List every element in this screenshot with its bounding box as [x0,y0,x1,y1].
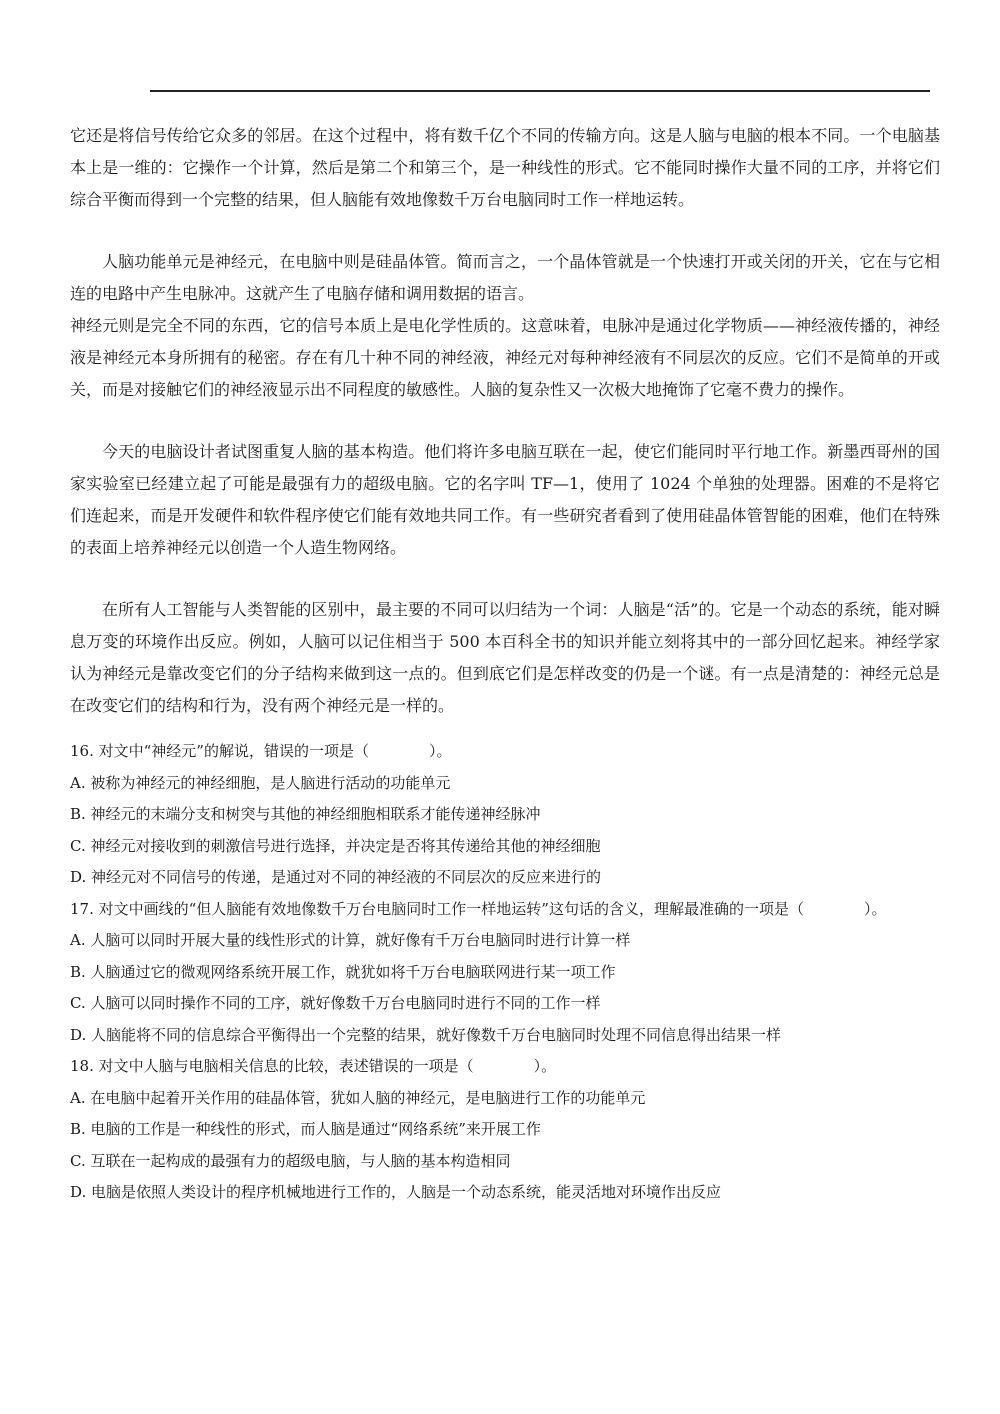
question-17-option-a: A. 人脑可以同时开展大量的线性形式的计算，就好像有千万台电脑同时进行计算一样 [70,931,631,949]
question-17-option-c: C. 人脑可以同时操作不同的工序，就好像数千万台电脑同时进行不同的工作一样 [70,994,601,1012]
question-17-stem: 17. 对文中画线的“但人脑能有效地像数千万台电脑同时工作一样地运转”这句话的含义，理解最准确的一项是（ ）。 [70,899,887,918]
question-18 [70,1051,940,1209]
passage-paragraph-2: 人脑功能单元是神经元，在电脑中则是硅晶体管。简而言之，一个晶体管就是一个快速打开或关闭的开关，它在与它相连的电路中产生电脉冲。这就产生了电脑存储和调用数据的语言。 [70,252,940,303]
passage-paragraph-3: 神经元则是完全不同的东西，它的信号本质上是电化学性质的。这意味着，电脉冲是通过化学物质——神经液传播的，神经液是神经元本身所拥有的秘密。存在有几十种不同的神经液，神经元对每种神经液有不同层次的反应。它们不是简单的开或关，而是对接触它们的神经液显示出不同程度的敏感性。人脑的复杂性又一次极大地掩饰了它毫不费力的操作。 [70,316,940,399]
question-18-option-d: D. 电脑是依照人类设计的程序机械地进行工作的，人脑是一个动态系统，能灵活地对环境作出反应 [70,1183,722,1201]
question-16 [70,736,940,894]
question-16-option-a: A. 被称为神经元的神经细胞，是人脑进行活动的功能单元 [70,773,451,792]
question-18-option-a: A. 在电脑中起着开关作用的硅晶体管，犹如人脑的神经元，是电脑进行工作的功能单元 [70,1088,646,1107]
question-16-option-b: B. 神经元的末端分支和树突与其他的神经细胞相联系才能传递神经脉冲 [70,805,541,823]
question-18-option-b: B. 电脑的工作是一种线性的形式，而人脑是通过“网络系统”来开展工作 [70,1120,541,1138]
question-18-option-c: C. 互联在一起构成的最强有力的超级电脑，与人脑的基本构造相同 [70,1151,511,1170]
passage-paragraph-4: 今天的电脑设计者试图重复人脑的基本构造。他们将许多电脑互联在一起，使它们能同时平行地工作。新墨西哥州的国家实验室已经建立起了可能是最强有力的超级电脑。它的名字叫 TF—1，使用了 1024 个单独的处理器。困难的不是将它们连起来，而是开发硬件和软件程序使它们能有效地共同工作。有一些研究者看到了使用硅晶体管智能的困难，他们在特殊的表面上培养神经元以创造一个人造生物网络。 [70,442,940,557]
question-17 [70,894,940,1052]
question-18-stem: 18. 对文中人脑与电脑相关信息的比较，表述错误的一项是（ ）。 [70,1057,557,1075]
question-16-option-c: C. 神经元对接收到的刺激信号进行选择，并决定是否将其传递给其他的神经细胞 [70,836,601,855]
page-content [70,120,940,1209]
header-rule [150,90,930,92]
question-16-stem: 16. 对文中“神经元”的解说，错误的一项是（ ）。 [70,742,452,760]
question-list [70,736,940,1209]
passage-paragraph-5: 在所有人工智能与人类智能的区别中，最主要的不同可以归结为一个词：人脑是“活”的。它是一个动态的系统，能对瞬息万变的环境作出反应。例如，人脑可以记住相当于 500 本百科全书的知识并能立刻将其中的一部分回忆起来。神经学家认为神经元是靠改变它们的分子结构来做到这一点的。但到底它们是怎样改变的仍是一个谜。有一点是清楚的：神经元总是在改变它们的结构和行为，没有两个神经元是一样的。 [70,600,940,715]
question-17-option-d: D. 人脑能将不同的信息综合平衡得出一个完整的结果，就好像数千万台电脑同时处理不同信息得出结果一样 [70,1025,782,1044]
question-16-option-d: D. 神经元对不同信号的传递，是通过对不同的神经液的不同层次的反应来进行的 [70,868,602,886]
question-17-option-b: B. 人脑通过它的微观网络系统开展工作，就犹如将千万台电脑联网进行某一项工作 [70,962,616,981]
passage-paragraph-1: 它还是将信号传给它众多的邻居。在这个过程中，将有数千亿个不同的传输方向。这是人脑与电脑的根本不同。一个电脑基本上是一维的：它操作一个计算，然后是第二个和第三个，是一种线性的形式。它不能同时操作大量不同的工序，并将它们综合平衡而得到一个完整的结果，但人脑能有效地像数千万台电脑同时工作一样地运转。 [70,126,940,209]
